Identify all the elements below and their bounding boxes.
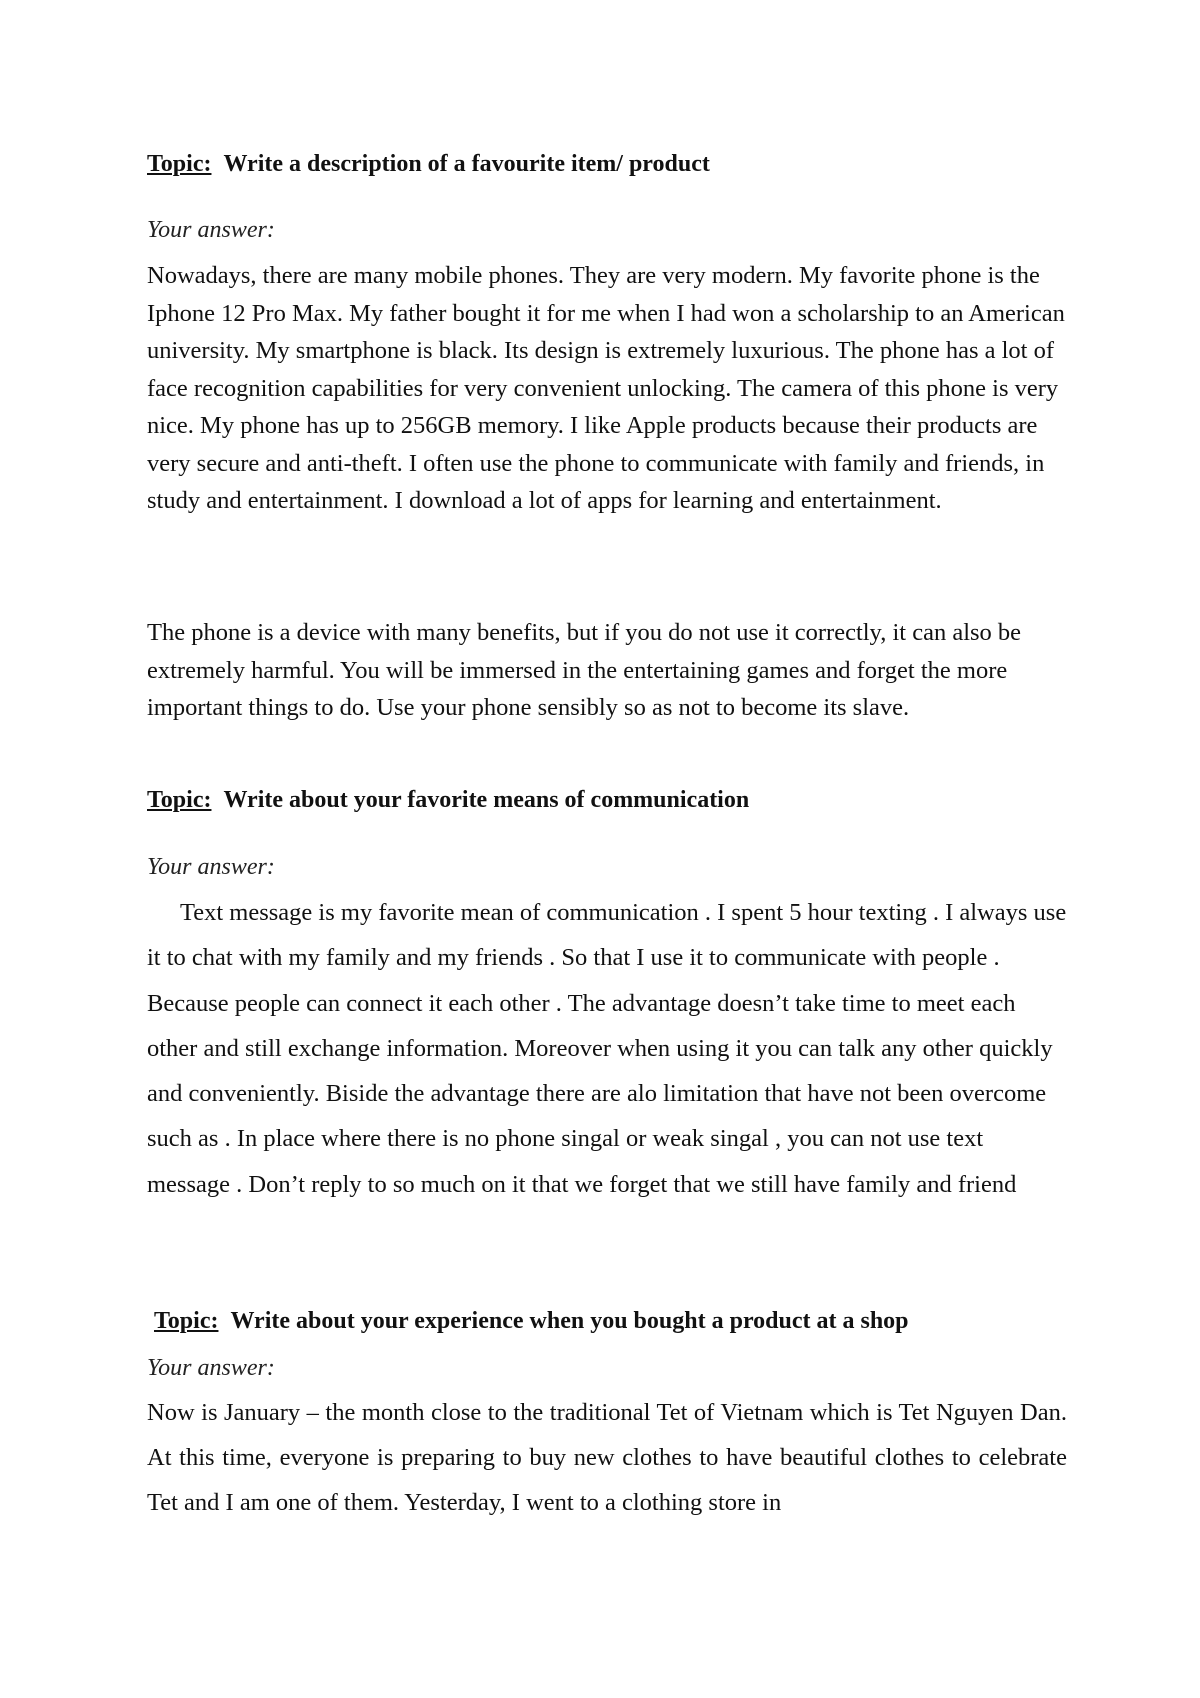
answer-label: Your answer: bbox=[147, 217, 275, 243]
topic-heading bbox=[147, 149, 710, 179]
topic-heading bbox=[154, 1306, 909, 1336]
answer-paragraph: Text message is my favorite mean of communication . I spent 5 hour texting . I always use it to chat with my family and my friends . So that I use it to communicate with people . Because people can connect it each other . The advantage doesn’t take time to meet each other and still exchange information. Moreover when using it you can talk any other quickly and conveniently. Biside the advantage there are alo limitation that have not been overcome such as . In place where there is no phone singal or weak singal , you can not use text message . Don’t reply to so much on it that we forget that we still have family and friend bbox=[147, 899, 1067, 1198]
answer-paragraph: Nowadays, there are many mobile phones. They are very modern. My favorite phone is the Iphone 12 Pro Max. My father bought it for me when I had won a scholarship to an American university. My smartphone is black. Its design is extremely luxurious. The phone has a lot of face recognition capabilities for very convenient unlocking. The camera of this phone is very nice. My phone has up to 256GB memory. I like Apple products because their products are very secure and anti-theft. I often use the phone to communicate with family and friends, in study and entertainment. I download a lot of apps for learning and entertainment. bbox=[147, 262, 1065, 514]
topic-heading bbox=[147, 785, 749, 815]
answer-label: Your answer: bbox=[147, 854, 275, 880]
topic-label: Topic: bbox=[147, 787, 212, 813]
topic-label: Topic: bbox=[154, 1308, 219, 1334]
topic-title: Write about your experience when you bought a product at a shop bbox=[230, 1308, 909, 1334]
answer-label: Your answer: bbox=[147, 1355, 275, 1381]
answer-paragraph: Now is January – the month close to the traditional Tet of Vietnam which is Tet Nguyen Dan. At this time, everyone is preparing to buy new clothes to have beautiful clothes to celebrate Tet and I am one of them. Yesterday, I went to a clothing store in bbox=[147, 1399, 1067, 1516]
topic-title: Write a description of a favourite item/ product bbox=[223, 151, 710, 177]
topic-title: Write about your favorite means of communication bbox=[223, 787, 750, 813]
topic-label: Topic: bbox=[147, 151, 212, 177]
answer-paragraph: The phone is a device with many benefits, but if you do not use it correctly, it can also be extremely harmful. You will be immersed in the entertaining games and forget the more important things to do. Use your phone sensibly so as not to become its slave. bbox=[147, 619, 1022, 721]
